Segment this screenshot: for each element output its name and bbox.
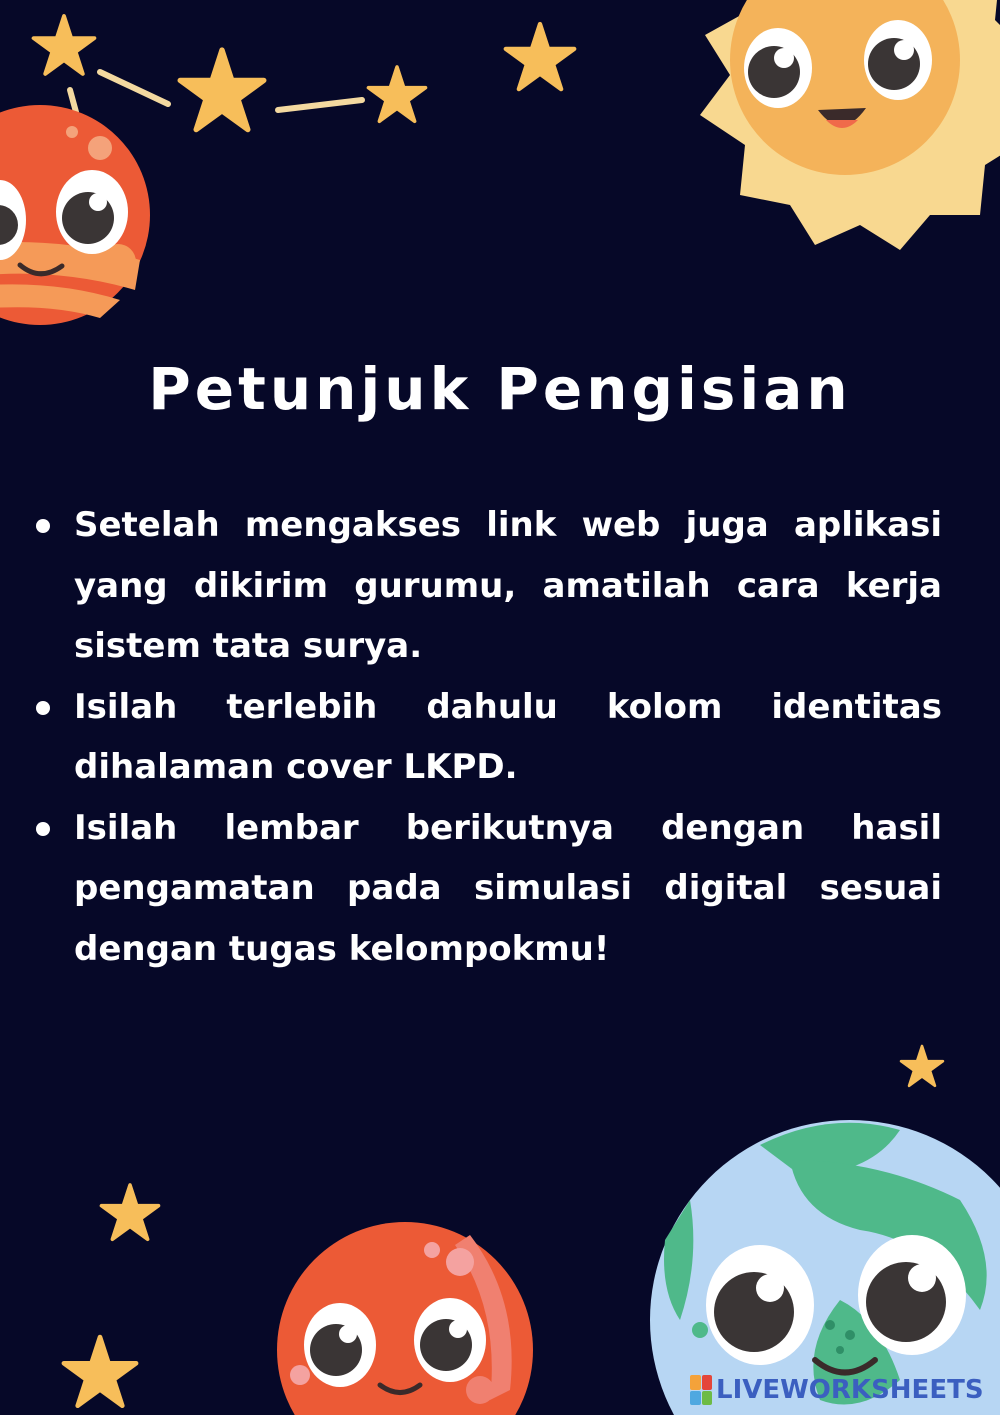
liveworksheets-logo-icon [690, 1375, 712, 1405]
brand-name: LIVEWORKSHEETS [716, 1375, 984, 1405]
sun-icon [700, 0, 1000, 250]
instruction-text: Isilah lembar berikutnya dengan hasil pengamatan pada simulasi digital sesuai dengan tugas kelompokmu! [74, 807, 942, 969]
star-icon [901, 1046, 943, 1086]
page-title: Petunjuk Pengisian [148, 355, 852, 423]
instruction-text: Setelah mengakses link web juga aplikasi yang dikirim gurumu, amatilah cara kerja sistem tata surya. [74, 505, 942, 666]
bullet-icon [36, 519, 50, 533]
liveworksheets-watermark [690, 1372, 984, 1408]
bullet-icon [36, 822, 50, 836]
list-item [30, 495, 942, 677]
planet-icon [0, 105, 150, 325]
star-icon [506, 24, 574, 89]
earth-icon [650, 1120, 1000, 1415]
bullet-icon [36, 701, 50, 715]
star-icon [64, 1337, 136, 1406]
star-icon [180, 50, 264, 130]
star-icon [368, 67, 425, 121]
instruction-text: Isilah terlebih dahulu kolom identitas dihalaman cover LKPD. [74, 686, 942, 787]
star-icon [101, 1185, 158, 1239]
star-icon [34, 16, 95, 74]
list-item [30, 798, 942, 980]
list-item [30, 677, 942, 798]
instruction-list [30, 495, 942, 979]
planet-icon [277, 1222, 533, 1415]
